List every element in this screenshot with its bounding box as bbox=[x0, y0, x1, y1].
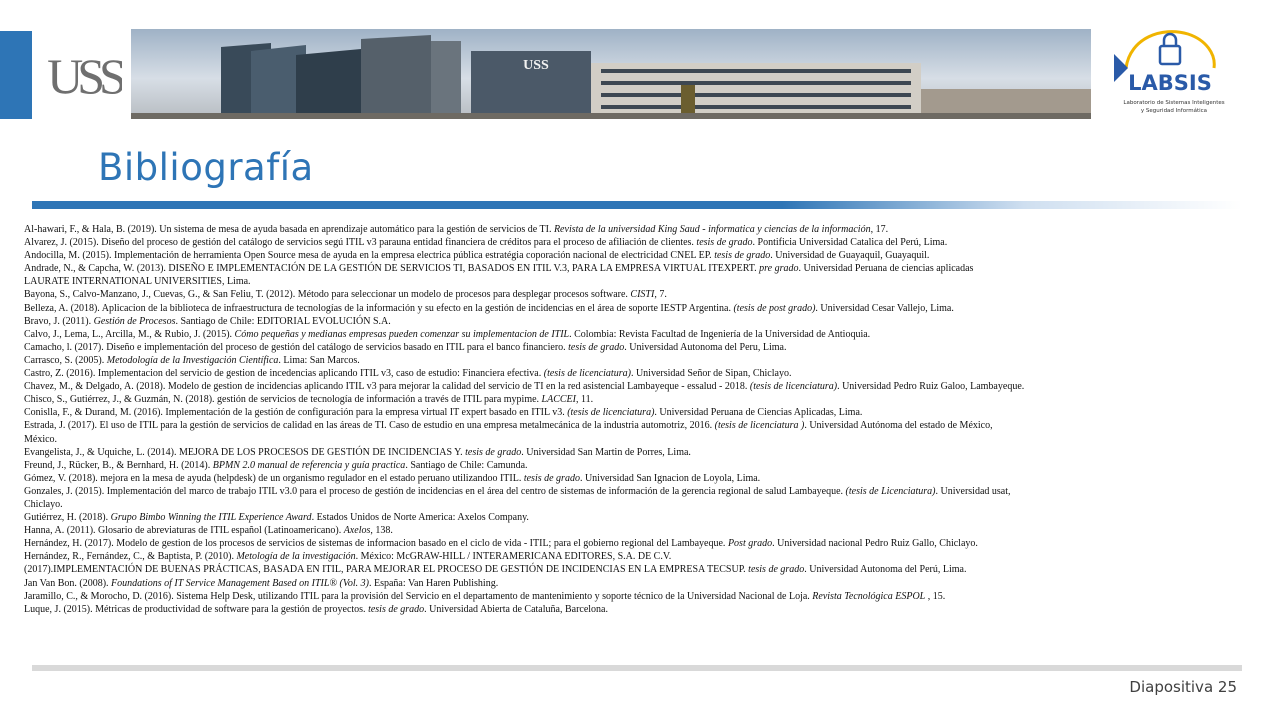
reference-entry bbox=[24, 433, 1244, 446]
reference-text-end: . Universidad usat, bbox=[935, 485, 1011, 497]
reference-source: Grupo Bimbo Winning the ITIL Experience Award bbox=[110, 512, 312, 524]
reference-source: Metodología de la Investigación Científica bbox=[106, 354, 279, 366]
reference-entry bbox=[24, 590, 1244, 603]
reference-text: Alvarez, J. (2015). Diseño del proceso de gestión del catálogo de servicios segú ITIL v3 parauna entidad financiera de créditos para el proceso de afiliación de clientes. bbox=[24, 237, 697, 249]
footer-bar bbox=[32, 665, 1242, 671]
banner-sign-text: USS bbox=[523, 58, 549, 73]
reference-text-end: . Santiago de Chile: EDITORIAL EVOLUCIÓN S.A. bbox=[175, 315, 391, 327]
reference-text-end: . Universidad Pedro Ruiz Galoo, Lambayeque. bbox=[837, 381, 1025, 393]
reference-text: Conislla, F., & Durand, M. (2016). Implementación de la gestión de configuración para la empresa virtual IT expert basado en ITIL v3. bbox=[24, 407, 568, 419]
reference-entry bbox=[24, 236, 1244, 249]
side-accent-bar bbox=[0, 31, 32, 119]
reference-text-end: . Universidad Peruana de Ciencias Aplicadas, Lima. bbox=[654, 407, 863, 419]
reference-text-end: . Universidad San Martin de Porres, Lima. bbox=[521, 446, 691, 458]
reference-entry bbox=[24, 498, 1244, 511]
reference-source: (tesis de licenciatura) bbox=[749, 381, 838, 393]
padlock-icon bbox=[1160, 46, 1180, 64]
reference-source: (tesis de licenciatura ) bbox=[714, 420, 805, 432]
reference-text: LAURATE INTERNATIONAL UNIVERSITIES, Lima. bbox=[24, 276, 251, 288]
reference-text: Jaramillo, C., & Morocho, D. (2016). Sistema Help Desk, utilizando ITIL para la provisión del Servicio en el departamento de mantenimiento y soporte técnico de la Universidad Nacional de Loja. bbox=[24, 590, 813, 602]
uss-logo bbox=[46, 45, 122, 105]
reference-text: Chavez, M., & Delgado, A. (2018). Modelo de gestion de incidencias aplicando ITIL v3 para mejorar la calidad del servicio de TI en la red asistencial Lambayeque - essalud - 2018. bbox=[24, 381, 750, 393]
reference-entry bbox=[24, 393, 1244, 406]
reference-text-end: , 15. bbox=[925, 590, 946, 602]
reference-text: Jan Van Bon. (2008). bbox=[24, 577, 112, 589]
campus-banner-image bbox=[131, 29, 1091, 119]
reference-entry bbox=[24, 537, 1244, 550]
reference-source: BPMN 2.0 manual de referencia y guía practica bbox=[212, 459, 406, 471]
reference-entry bbox=[24, 288, 1244, 301]
uss-logo-text: USS bbox=[47, 48, 121, 104]
reference-text-end: , 138. bbox=[370, 525, 393, 537]
reference-text: (2017).IMPLEMENTACIÓN DE BUENAS PRÁCTICAS, BASADA EN ITIL, PARA MEJORAR EL PROCESO DE GESTIÓN DE INCIDENCIAS EN LA EMPRESA TECSUP. bbox=[24, 564, 749, 576]
reference-source: Gestión de Procesos bbox=[93, 315, 176, 327]
slide-title: Bibliografía bbox=[98, 146, 314, 189]
reference-source: Axelos bbox=[343, 525, 371, 537]
reference-text: Camacho, l. (2017). Diseño e implementación del proceso de gestión del catálogo de servicios basado en ITIL para el banco financiero. bbox=[24, 341, 569, 353]
reference-text-end: . Universidad de Guayaquil, Guayaquil. bbox=[770, 250, 930, 262]
title-divider bbox=[32, 201, 1242, 209]
reference-entry bbox=[24, 223, 1244, 236]
reference-text-end: . Estados Unidos de Norte America: Axelos Company. bbox=[311, 512, 529, 524]
reference-entry bbox=[24, 367, 1244, 380]
reference-text: Andrade, N., & Capcha, W. (2013). DISEÑO E IMPLEMENTACIÓN DE LA GESTIÓN DE SERVICIOS TI, BASADOS EN ITIL V.3, PARA LA EMPRESA VIRTUAL ITEXPERT. bbox=[24, 263, 760, 275]
reference-text: Hanna, A. (2011). Glosario de abreviaturas de ITIL español (Latinoamericano). bbox=[24, 525, 344, 537]
reference-text: Hernández, R., Fernández, C., & Baptista, P. (2010). bbox=[24, 551, 237, 563]
reference-source: Post grado bbox=[727, 538, 773, 550]
reference-source: (tesis de licenciatura) bbox=[543, 368, 631, 380]
reference-text: Carrasco, S. (2005). bbox=[24, 354, 107, 366]
reference-entry bbox=[24, 511, 1244, 524]
reference-text: Bayona, S., Calvo-Manzano, J., Cuevas, G., & San Feliu, T. (2012). Método para seleccionar un modelo de procesos para desplegar procesos software. bbox=[24, 289, 631, 301]
slide-number: Diapositiva 25 bbox=[1129, 678, 1237, 696]
reference-entry bbox=[24, 419, 1244, 432]
reference-text-end: . Universidad nacional Pedro Ruiz Gallo, Chiclayo. bbox=[772, 538, 978, 550]
reference-text-end: . Universidad Peruana de ciencias aplicadas bbox=[798, 263, 974, 275]
reference-text-end: . Lima: San Marcos. bbox=[278, 354, 360, 366]
reference-source: Foundations of IT Service Management Based on ITIL® (Vol. 3) bbox=[111, 577, 369, 589]
reference-entry bbox=[24, 472, 1244, 485]
reference-text: Estrada, J. (2017). El uso de ITIL para la gestión de servicios de calidad en las áreas de TI. Caso de estudio en una empresa metalmecánica de la industria automotriz, 2016. bbox=[24, 420, 715, 432]
reference-entry bbox=[24, 550, 1244, 563]
reference-source: tesis de grado bbox=[748, 564, 805, 576]
reference-text: Castro, Z. (2016). Implementacion del servicio de gestion de incedencias aplicando ITIL v3, caso de estudio: Financiera efectiva. bbox=[24, 368, 544, 380]
reference-source: pre grado bbox=[759, 263, 799, 275]
reference-entry bbox=[24, 262, 1244, 275]
reference-text-end: , 11. bbox=[576, 394, 594, 406]
reference-entry bbox=[24, 406, 1244, 419]
reference-source: tesis de grado bbox=[523, 472, 580, 484]
reference-entry bbox=[24, 577, 1244, 590]
reference-source: tesis de grado bbox=[696, 237, 753, 249]
reference-entry bbox=[24, 563, 1244, 576]
reference-text-end: . España: Van Haren Publishing. bbox=[368, 577, 499, 589]
labsis-logo-caption-line2: y Seguridad Informática bbox=[1140, 108, 1208, 114]
reference-text-end: , 17. bbox=[870, 224, 889, 235]
reference-entry bbox=[24, 459, 1244, 472]
reference-source: Metología de la investigación bbox=[236, 551, 356, 563]
reference-text: Calvo, J., Lema, L., Arcilla, M., & Rubio, J. (2015). bbox=[24, 328, 235, 340]
reference-text-end: . Colombia: Revista Facultad de Ingeniería de la Universidad de Antioquia. bbox=[569, 328, 871, 340]
reference-text-end: . Universidad Señor de Sipan, Chiclayo. bbox=[630, 368, 792, 380]
reference-source: tesis de grado bbox=[568, 341, 625, 353]
reference-text: Gómez, V. (2018). mejora en la mesa de ayuda (helpdesk) de un organismo regulador en el estado peruano utilizandoo ITIL. bbox=[24, 472, 524, 484]
reference-entry bbox=[24, 315, 1244, 328]
reference-text-end: . México: McGRAW-HILL / INTERAMERICANA EDITORES, S.A. DE C.V. bbox=[355, 551, 672, 563]
reference-text-end: , 7. bbox=[654, 289, 667, 301]
reference-source: CISTI bbox=[630, 289, 655, 301]
labsis-logo-name: LABSIS bbox=[1128, 71, 1212, 95]
labsis-logo bbox=[1110, 24, 1226, 119]
reference-entry bbox=[24, 485, 1244, 498]
reference-text: Chiclayo. bbox=[24, 498, 63, 510]
reference-source: tesis de grado bbox=[368, 603, 425, 615]
reference-text: Hernández, H. (2017). Modelo de gestion de los procesos de servicios de sistemas de informacion basado en el ciclo de vida - ITIL; para el gobierno regional del Lambayeque. bbox=[24, 538, 728, 550]
reference-entry bbox=[24, 380, 1244, 393]
reference-text: Gonzales, J. (2015). Implementación del marco de trabajo ITIL v3.0 para el proceso de gestión de incidencias en el área del centro de sistemas de información de la gerencia regional de salud Lambayeque. bbox=[24, 485, 846, 497]
reference-source: tesis de grado bbox=[714, 250, 771, 262]
reference-text-end: . Universidad Abierta de Cataluña, Barcelona. bbox=[424, 603, 608, 615]
reference-source: LACCEI bbox=[541, 394, 576, 406]
reference-text: Freund, J., Rücker, B., & Bernhard, H. (2014). bbox=[24, 459, 213, 471]
reference-entry bbox=[24, 446, 1244, 459]
reference-entry bbox=[24, 302, 1244, 315]
reference-text: Chisco, S., Gutiérrez, J., & Guzmán, N. (2018). gestión de servicios de tecnología de información a través de ITIL para mypime. bbox=[24, 394, 542, 406]
reference-source: Revista Tecnológica ESPOL bbox=[812, 590, 926, 602]
reference-text: Gutiérrez, H. (2018). bbox=[24, 512, 111, 524]
reference-text-end: . Universidad Cesar Vallejo, Lima. bbox=[815, 302, 954, 314]
reference-text: Evangelista, J., & Uquiche, L. (2014). MEJORA DE LOS PROCESOS DE GESTIÓN DE INCIDENCIAS Y. bbox=[24, 446, 466, 458]
reference-text: Al-hawari, F., & Hala, B. (2019). Un sistema de mesa de ayuda basada en aprendizaje automático para la gestión de servicios de TI. bbox=[24, 224, 554, 235]
reference-text-end: . Pontificia Universidad Catalica del Perú, Lima. bbox=[752, 237, 948, 249]
reference-source: Cómo pequeñas y medianas empresas pueden comenzar su implementacion de ITIL bbox=[234, 328, 570, 340]
reference-text: Andocilla, M. (2015). Implementación de herramienta Open Source mesa de ayuda en la empresa electrica pública estratégia coporación nacional de electricidad CNEL EP. bbox=[24, 250, 715, 262]
reference-source: tesis de grado bbox=[465, 446, 522, 458]
reference-text-end: . Universidad San Ignacion de Loyola, Lima. bbox=[579, 472, 761, 484]
reference-source: (tesis de licenciatura) bbox=[567, 407, 655, 419]
reference-text-end: . Santiago de Chile: Camunda. bbox=[405, 459, 528, 471]
reference-source: (tesis de Licenciatura) bbox=[845, 485, 936, 497]
reference-text: Luque, J. (2015). Métricas de productividad de software para la gestión de proyectos. bbox=[24, 603, 369, 615]
reference-source: (tesis de post grado) bbox=[733, 302, 816, 314]
reference-source: Revista de la universidad King Saud - informatica y ciencias de la información bbox=[553, 224, 871, 235]
reference-text: Belleza, A. (2018). Aplicacion de la biblioteca de infraestructura de tecnologías de la información y su efecto en la gestión de incidencias en el área de soporte IESTP Argentina. bbox=[24, 302, 734, 314]
reference-text: México. bbox=[24, 433, 58, 445]
reference-text-end: . Universidad Autonoma del Peru, Lima. bbox=[624, 341, 787, 353]
reference-entry bbox=[24, 249, 1244, 262]
reference-entry bbox=[24, 275, 1244, 288]
bibliography-list bbox=[24, 223, 1244, 616]
reference-entry bbox=[24, 524, 1244, 537]
reference-text: Bravo, J. (2011). bbox=[24, 315, 94, 327]
reference-text-end: . Universidad Autonoma del Perú, Lima. bbox=[804, 564, 967, 576]
reference-entry bbox=[24, 341, 1244, 354]
reference-entry bbox=[24, 603, 1244, 616]
reference-text-end: . Universidad Autónoma del estado de México, bbox=[804, 420, 993, 432]
labsis-logo-caption-line1: Laboratorio de Sistemas Inteligentes bbox=[1123, 100, 1225, 106]
reference-entry bbox=[24, 328, 1244, 341]
reference-entry bbox=[24, 354, 1244, 367]
